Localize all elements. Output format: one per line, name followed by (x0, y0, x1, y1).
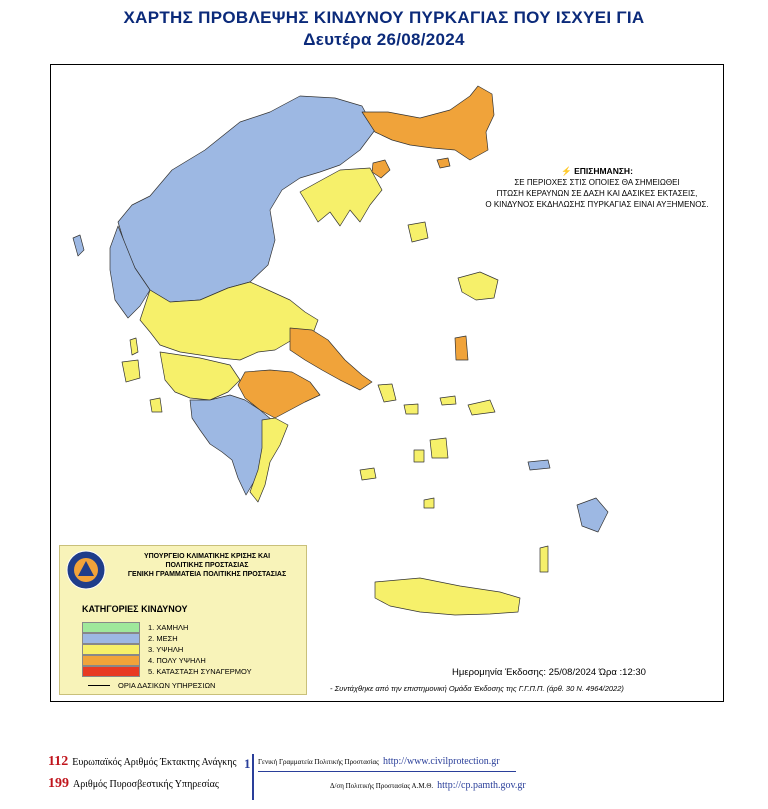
footer-pamth: Δ/ση Πολιτικής Προστασίας Α.Μ.Θ. http://cp.pamth.gov.gr (330, 780, 526, 791)
island-tinos (404, 404, 418, 414)
footer-emergency-112: 112 Ευρωπαϊκός Αριθμός Έκτακτης Ανάγκης (48, 754, 237, 769)
civil-protection-logo (66, 550, 106, 590)
legend-item-low: 1. ΧΑΜΗΛΗ (82, 622, 188, 632)
legend-item-alarm: 5. ΚΑΤΑΣΤΑΣΗ ΣΥΝΑΓΕΡΜΟΥ (82, 666, 252, 676)
footer-divider-number: 1 (244, 756, 251, 771)
issue-date: Ημερομηνία Έκδοσης: 25/08/2024 Ώρα :12:30 (452, 667, 646, 678)
legend-item-medium: 2. ΜΕΣΗ (82, 633, 178, 643)
legend-item-very-high: 4. ΠΟΛΥ ΥΨΗΛΗ (82, 655, 206, 665)
island-santorini (424, 498, 434, 508)
lightning-icon: ⚡ (561, 166, 572, 176)
island-samothraki (437, 158, 450, 168)
civilprotection-link[interactable]: http://www.civilprotection.gr (382, 756, 500, 767)
region-thrace (362, 86, 494, 160)
island-rhodes (577, 498, 608, 532)
legend-swatch (82, 655, 140, 666)
footer-rule (258, 771, 516, 772)
note-line-1: ΣΕ ΠΕΡΙΟΧΕΣ ΣΤΙΣ ΟΠΟΙΕΣ ΘΑ ΣΗΜΕΙΩΘΕΙ (514, 178, 680, 187)
map-date: Δευτέρα 26/08/2024 (303, 30, 465, 49)
footer (0, 744, 768, 804)
island-samos (468, 400, 495, 415)
island-lefkada (130, 338, 138, 355)
footer-divider (252, 754, 254, 800)
note-title: ΕΠΙΣΗΜΑΝΣΗ: (574, 166, 633, 176)
island-paros (414, 450, 424, 462)
island-andros (378, 384, 396, 402)
legend-box (59, 545, 307, 695)
island-karpathos (540, 546, 548, 572)
footer-gscp: Γενική Γραμματεία Πολιτικής Προστασίας http://www.civilprotection.gr (258, 756, 500, 767)
note-line-3: Ο ΚΙΝΔΥΝΟΣ ΕΚΔΗΛΩΣΗΣ ΠΥΡΚΑΓΙΑΣ ΕΙΝΑΙ ΑΥΞΗΜΕΝΟΣ. (485, 200, 709, 209)
region-western-greece (160, 352, 240, 400)
boundary-line-icon (88, 685, 110, 686)
island-kefalonia (122, 360, 140, 382)
categories-title: ΚΑΤΗΓΟΡΙΕΣ ΚΙΝΔΥΝΟΥ (82, 604, 188, 614)
pamth-link[interactable]: http://cp.pamth.gov.gr (437, 780, 526, 791)
island-corfu (73, 235, 84, 256)
credit-note: - Συντάχθηκε από την επιστημονική Ομάδα Έκδοσης της Γ.Γ.Π.Π. (άρθ. 30 Ν. 4964/2022) (330, 684, 624, 693)
island-thassos (372, 160, 390, 178)
footer-fire-199: 199 Αριθμός Πυροσβεστικής Υπηρεσίας (48, 776, 219, 791)
legend-swatch (82, 644, 140, 655)
island-zakynthos (150, 398, 162, 412)
legend-swatch (82, 666, 140, 677)
ministry-name: ΥΠΟΥΡΓΕΙΟ ΚΛΙΜΑΤΙΚΗΣ ΚΡΙΣΗΣ ΚΑΙ ΠΟΛΙΤΙΚΗΣ ΠΡΟΣΤΑΣΙΑΣ ΓΕΝΙΚΗ ΓΡΑΜΜΑΤΕΙΑ ΠΟΛΙΤΙΚΗΣ ΠΡΟΣΤΑΣΙΑΣ (127, 553, 287, 578)
region-chalkidiki (300, 168, 382, 226)
legend-swatch (82, 633, 140, 644)
island-crete (375, 578, 520, 615)
island-kos (528, 460, 550, 470)
map-title: ΧΑΡΤΗΣ ΠΡΟΒΛΕΨΗΣ ΚΙΝΔΥΝΟΥ ΠΥΡΚΑΓΙΑΣ ΠΟΥ ΙΣΧΥΕΙ ΓΙΑ (123, 8, 645, 27)
island-milos (360, 468, 376, 480)
lightning-note (462, 166, 732, 210)
legend-swatch (82, 622, 140, 633)
island-limnos (408, 222, 428, 242)
island-chios (455, 336, 468, 360)
note-line-2: ΠΤΩΣΗ ΚΕΡΑΥΝΩΝ ΣΕ ΔΑΣΗ ΚΑΙ ΔΑΣΙΚΕΣ ΕΚΤΑΣΕΙΣ, (496, 189, 698, 198)
island-ikaria (440, 396, 456, 405)
island-naxos (430, 438, 448, 458)
legend-item-high: 3. ΥΨΗΛΗ (82, 644, 183, 654)
legend-boundary: ΟΡΙΑ ΔΑΣΙΚΩΝ ΥΠΗΡΕΣΙΩΝ (88, 681, 215, 690)
island-lesvos (458, 272, 498, 300)
